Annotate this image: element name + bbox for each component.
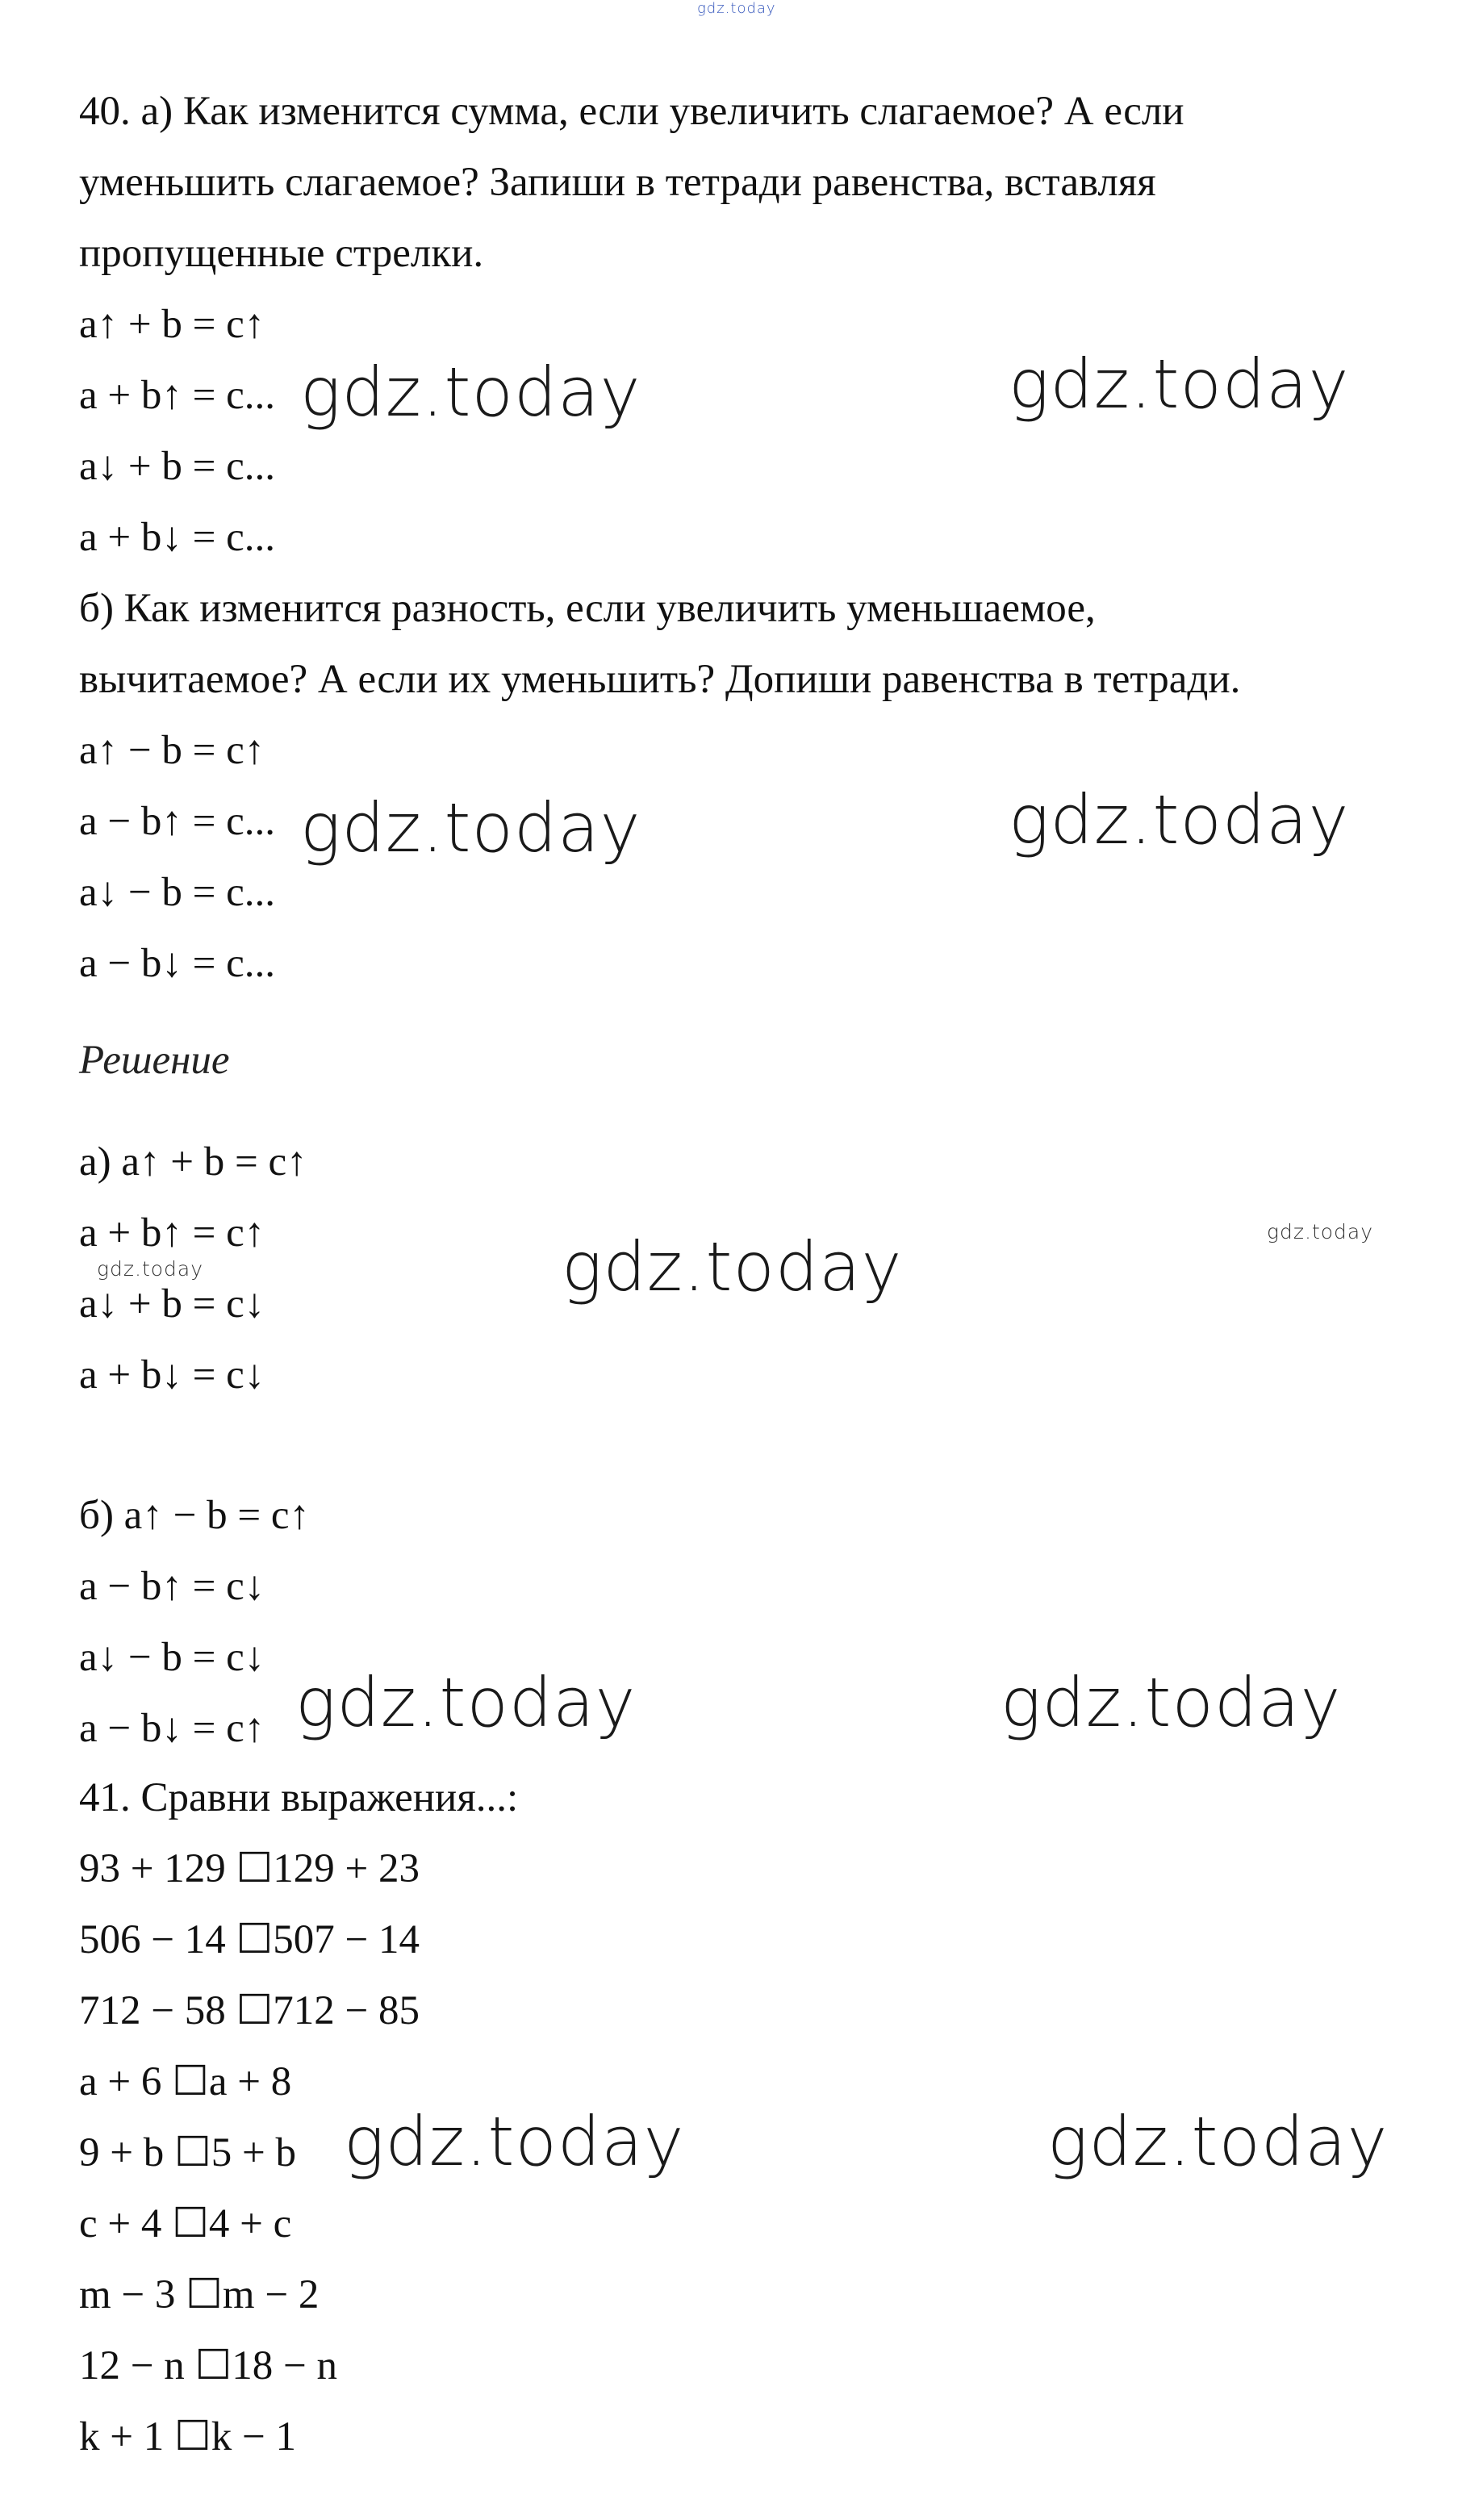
watermark-7: gdz.today (1001, 1663, 1342, 1742)
task40-equation-a-4: a + b↓ = c... (79, 515, 276, 560)
task40-equation-b-1: a↑ − b = c↑ (79, 728, 265, 773)
task40-equation-b-3: a↓ − b = c... (79, 870, 276, 915)
watermark-small-2: gdz.today (97, 1257, 204, 1281)
watermark-4: gdz.today (1009, 780, 1350, 859)
task41-item-7: m − 3 ☐m − 2 (79, 2272, 320, 2317)
solution-a-3: a↓ + b = c↓ (79, 1281, 265, 1327)
solution-b-4: a − b↓ = c↑ (79, 1706, 265, 1751)
task40-equation-b-4: a − b↓ = c... (79, 941, 276, 986)
task41-item-9: k + 1 ☐k − 1 (79, 2414, 296, 2459)
task40-equation-a-1: a↑ + b = c↑ (79, 302, 265, 347)
watermark-3: gdz.today (300, 788, 641, 867)
task40-question-b-line1: б) Как изменится разность, если увеличить уменьшаемое, (79, 586, 1096, 631)
task40-equation-b-2: a − b↑ = c... (79, 799, 276, 844)
solution-a-1: а) a↑ + b = c↑ (79, 1139, 307, 1185)
watermark-small-1: gdz.today (1267, 1220, 1374, 1243)
watermark-2: gdz.today (1009, 345, 1350, 424)
watermark-top: gdz.today (697, 0, 776, 17)
task40-question-a-line3: пропущенные стрелки. (79, 231, 484, 276)
task40-question-a-line2: уменьшить слагаемое? Запиши в тетради равенства, вставляя (79, 160, 1156, 205)
task41-item-3: 712 − 58 ☐712 − 85 (79, 1988, 420, 2033)
task40-equation-a-3: a↓ + b = c... (79, 444, 276, 489)
solution-b-3: a↓ − b = c↓ (79, 1635, 265, 1680)
task40-equation-a-2: a + b↑ = c... (79, 373, 276, 418)
task40-question-b-line2: вычитаемое? А если их уменьшить? Допиши равенства в тетради. (79, 657, 1241, 702)
task40-question-a-line1: 40. а) Как изменится сумма, если увеличить слагаемое? А если (79, 89, 1184, 134)
watermark-8: gdz.today (344, 2102, 685, 2181)
task41-item-1: 93 + 129 ☐129 + 23 (79, 1846, 420, 1891)
solution-title: Решение (79, 1038, 230, 1083)
task41-item-4: a + 6 ☐a + 8 (79, 2059, 292, 2104)
task41-item-8: 12 − n ☐18 − n (79, 2343, 337, 2388)
task41-item-2: 506 − 14 ☐507 − 14 (79, 1917, 420, 1962)
watermark-9: gdz.today (1047, 2102, 1389, 2181)
watermark-6: gdz.today (295, 1663, 637, 1742)
solution-a-4: a + b↓ = c↓ (79, 1352, 265, 1398)
task41-item-5: 9 + b ☐5 + b (79, 2130, 296, 2175)
solution-b-2: a − b↑ = c↓ (79, 1564, 265, 1609)
watermark-5: gdz.today (562, 1227, 903, 1306)
task41-item-6: c + 4 ☐4 + c (79, 2201, 292, 2246)
solution-a-2: a + b↑ = c↑ (79, 1210, 265, 1256)
task41-title: 41. Сравни выражения...: (79, 1775, 519, 1820)
solution-b-1: б) a↑ − b = c↑ (79, 1493, 310, 1538)
watermark-1: gdz.today (300, 353, 641, 432)
